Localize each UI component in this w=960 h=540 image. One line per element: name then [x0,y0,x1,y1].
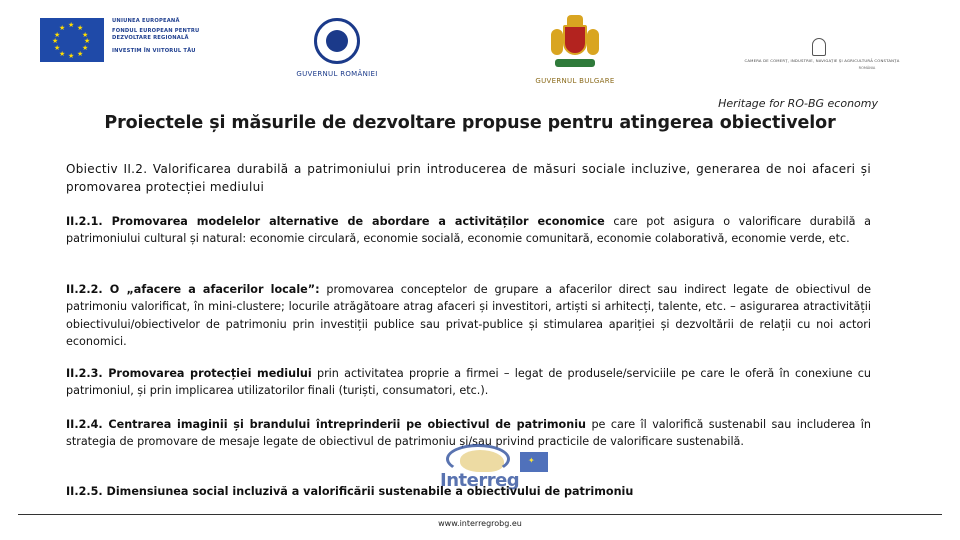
measure-title: II.2.3. Promovarea protecției mediului [66,367,312,380]
eu-logo [40,18,230,68]
gov-ro-label: GUVERNUL ROMÂNIEI [296,70,378,78]
measure-paragraph-2-2 [66,281,871,351]
bulgaria-coat-of-arms-icon [549,15,601,73]
gov-bg-label: GUVERNUL BULGARE [535,77,615,85]
page-title: Proiectele și măsurile de dezvoltare propuse pentru atingerea obiectivelor [104,113,836,133]
measure-text: care pot asigura o valorificare durabilă a patrimoniului cultural și natural: economie circulară, economie socială, economie comunitară, economie colaborativă, economie verde, etc. [66,215,871,246]
objective-heading: Obiectiv II.2. Valorificarea durabilă a patrimoniului prin introducerea de măsuri sociale incluzive, generarea de noi afaceri și promovarea protecției mediului [66,162,871,194]
measure-text: pe care îl valorifică sustenabil sau includerea în strategia de promovare de mesaje legate de obiectivul de patrimoniu și/sau privind practicile de valorificare sustenabilă. [66,418,871,449]
measure-paragraph-2-1 [66,213,871,248]
footer-divider [18,514,942,515]
measure-title: II.2.1. Promovarea modelelor alternative de abordare a activităților economice [66,215,605,228]
chamber-country: ROMÂNIA [858,66,876,70]
romania-seal-icon [314,18,360,64]
chamber-of-commerce-logo [742,38,902,78]
government-romania-logo [292,18,382,88]
measure-paragraph-2-5: II.2.5. Dimensiunea social incluzivă a valorificării sustenabile a obiectivului de patrimoniu [66,485,634,498]
eu-logo-text: UNIUNEA EUROPEANĂ FONDUL EUROPEAN PENTRU DEZVOLTARE REGIONALĂ INVESTIM ÎN VIITORUL TĂU [112,18,200,54]
measure-title: II.2.2. O „afacere a afacerilor locale”: [66,283,320,296]
eu-flag-icon: ★ ★ ★ ★ ★ ★ ★ ★ ★ ★ ★ ★ [40,18,104,62]
chamber-name: CAMERA DE COMERŢ, INDUSTRIE, NAVIGAŢIE ŞI AGRICULTURĂ CONSTANŢA [744,58,900,63]
measure-paragraph-2-3 [66,365,871,400]
government-bulgaria-logo [530,15,620,90]
eu-flag-small-icon: ✦ [520,452,548,472]
interreg-wordmark: Interreg [440,470,520,491]
project-tagline: Heritage for RO-BG economy [718,97,878,110]
measure-title: II.2.4. Centrarea imaginii și brandului întreprinderii pe obiectivul de patrimoniu [66,418,587,431]
measure-text: promovarea conceptelor de grupare a afacerilor direct sau indirect legate de obiectivul de patrimoniu valorificat, în mini-clustere; locurile atrăgătoare atrag afaceri și investitori, artiști si arhitecți, talente, etc. – asigurarea atractivității obiectivului/obiectivelor de patrimoniu prin investiții publice sau privat-publice și stimularea apariției și dezvoltării de relații cu noi actori economici. [66,283,871,349]
caduceus-icon [812,38,826,56]
measure-text: prin activitatea proprie a firmei – legat de produsele/serviciile pe care le oferă în conexiune cu patrimoniul, și prin implicarea utilizatorilor finali (turiști, consumatori, etc.). [66,367,872,398]
footer-url: www.interregrobg.eu [438,519,522,528]
